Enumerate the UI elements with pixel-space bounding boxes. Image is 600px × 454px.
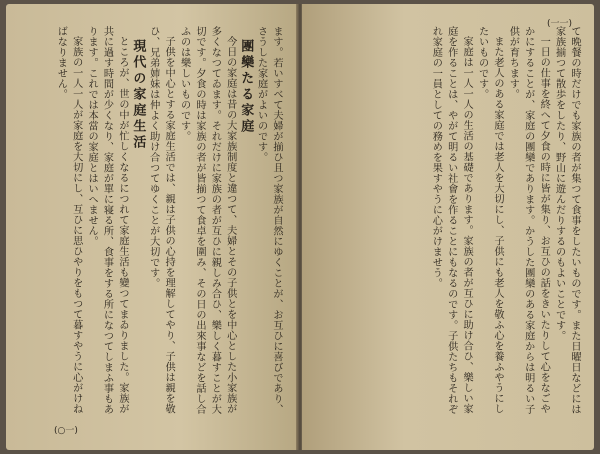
- paragraph: 家庭は一人一人の生活の基礎であります。家族の者が互ひに助け合ひ、樂しい家庭を作ることは、やがて明るい社會を作ることにもなるのです。子供たちもそれぞれ家庭の一員としての務めを果すやうに心がけませう。: [430, 26, 473, 415]
- right-page: [302, 4, 594, 450]
- paragraph: て晩餐の時だけでも家族の者が集つて食事をしたいものです。また日曜日などには家族揃つて散歩をしたり、野山に遊んだりするのもよいことです。: [553, 26, 580, 415]
- left-intro-paragraph: ます。若いすべて夫婦が揃ひ且つ家族が自然にゆくことが、お互ひに喜びであり、さうした家庭がよいのです。: [255, 26, 282, 415]
- right-page-text: [316, 26, 582, 418]
- page-number: (○一): [54, 426, 78, 436]
- left-page: [6, 4, 298, 450]
- left-page-text: [18, 26, 284, 418]
- paragraph: 子供を中心とする家庭生活では、親は子供の心持を理解してやり、子供は親を敬ひ、兄弟姉妹は仲よく助け合つてゆくことが大切です。: [147, 26, 175, 415]
- paragraph: 家族の一人一人が家庭を大切にし、互ひに思ひやりをもつて暮すやうに心がけねばなりません。: [55, 26, 82, 415]
- paragraph: また老人のある家庭では老人を大切にし、子供にも老人を敬ふ心を養ふやうにしたいものです。: [476, 26, 503, 415]
- open-book: [6, 4, 594, 450]
- page-number: (一一): [546, 19, 572, 29]
- section-heading: 現代の家庭生活: [130, 39, 146, 151]
- paragraph: 今日の家庭は昔の大家族制度と違つて、夫婦とその子供とを中心とした小家族が多くなつてゐます。それだけに家族の者が互ひに親しみ合ひ、樂しく暮すことが大切です。夕食の時は家族の者が皆揃つて食卓を圍み、その日の出來事などを話し合ふのは樂しいものです。: [178, 26, 236, 415]
- paragraph: 一日の仕事を終へて夕食の時に皆が集り、お互ひの話をきいたりして心をなごやかにすることが、家庭の團欒であります。かうした團欒のある家庭からは明るい子供が育ちます。: [507, 26, 550, 415]
- paragraph: ところが、世の中が忙しくなるにつれて家庭生活も變つてまゐりました。家族が共に過す時間が少くなり、家庭が單に寝る所、食事をする所になつてしまふ事もあります。これでは本當の家庭とはいへません。: [86, 26, 128, 415]
- section-heading: 團欒たる家庭: [238, 39, 254, 135]
